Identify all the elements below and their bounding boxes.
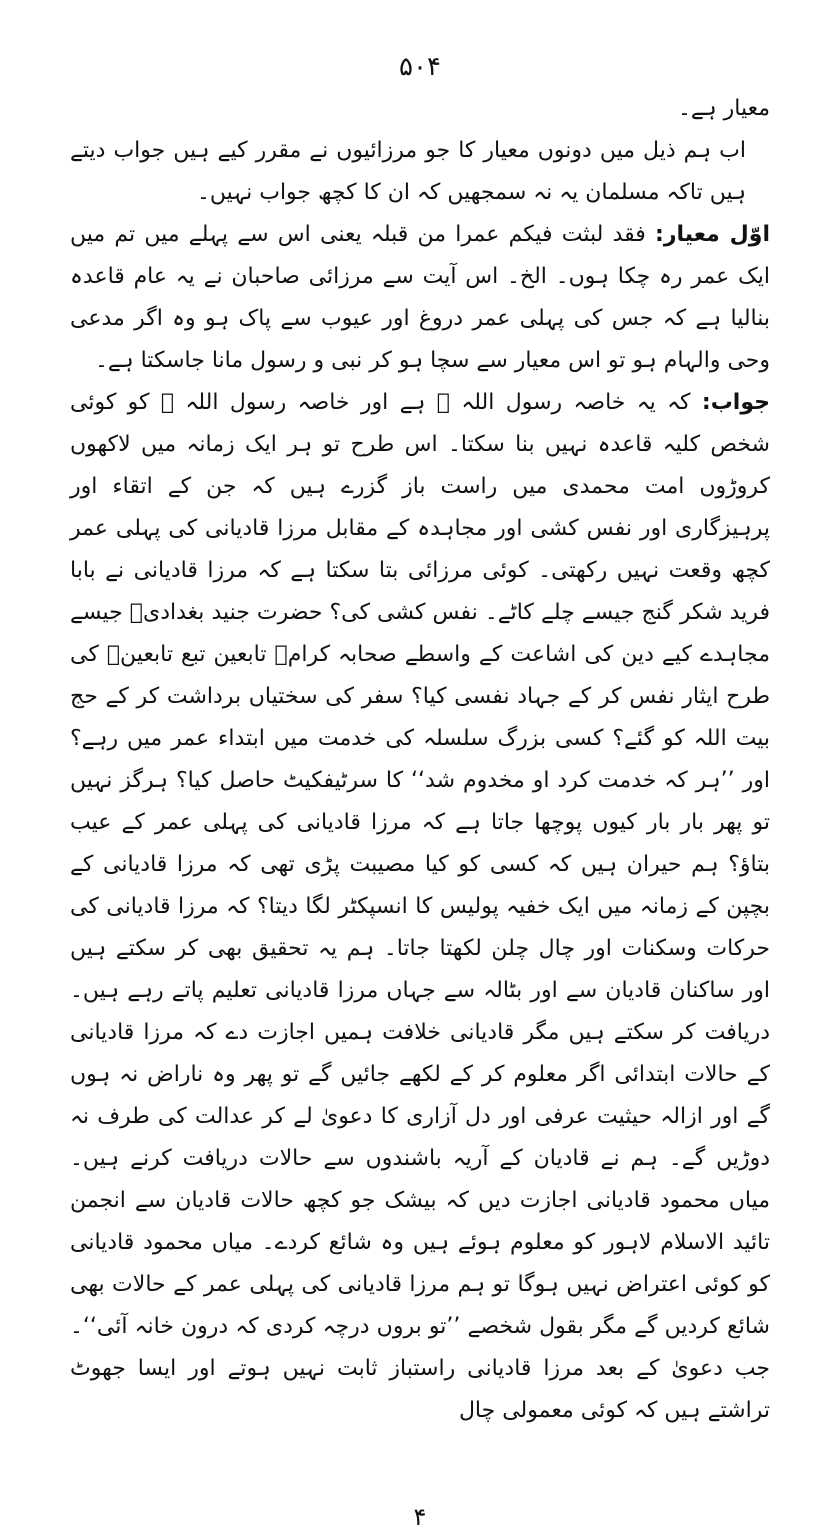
- paragraph: [70, 88, 770, 130]
- paragraph-text: کہ یہ خاصہ رسول اللہ ﷺ ہے اور خاصہ رسول اللہ ﷺ کو کوئی شخص کلیہ قاعدہ نہیں بنا سکتا۔ اس طرح تو ہر ایک زمانہ میں لاکھوں کروڑوں امت محمدی میں راست باز گزرے ہیں کہ جن کے اتقاء اور پرہیزگاری اور نفس کشی اور مجاہدہ کے مقابل مرزا قادیانی کی پہلی عمر کچھ وقعت نہیں رکھتی۔ کوئی مرزائی بتا سکتا ہے کہ مرزا قادیانی نے بابا فرید شکر گنج جیسے چلے کاٹے۔ نفس کشی کی؟ حضرت جنید بغدادیؒ جیسے مجاہدے کیے دین کی اشاعت کے واسطے صحابہ کرامؓ تابعین تبع تابعینؒ کی طرح ایثار نفس کر کے جہاد نفسی کیا؟ سفر کی سختیاں برداشت کر کے حج بیت اللہ کو گئے؟ کسی بزرگ سلسلہ کی خدمت میں ابتداء عمر میں رہے؟ اور ’’ہر کہ خدمت کرد او مخدوم شد‘‘ کا سرٹیفکیٹ حاصل کیا؟ ہرگز نہیں تو پھر بار بار کیوں پوچھا جاتا ہے کہ مرزا قادیانی کی پہلی عمر کے عیب بتاؤ؟ ہم حیران ہیں کہ کسی کو کیا مصیبت پڑی تھی کہ مرزا قادیانی کے بچپن کے زمانہ میں ایک خفیہ پولیس کا انسپکٹر لگا دیتا؟ کہ مرزا قادیانی کی حرکات وسکنات اور چال چلن لکھتا جاتا۔ ہم یہ تحقیق بھی کر سکتے ہیں اور ساکنان قادیان سے اور بٹالہ سے جہاں مرزا قادیانی تعلیم پاتے رہے ہیں۔ دریافت کر سکتے ہیں مگر قادیانی خلافت ہمیں اجازت دے کہ مرزا قادیانی کے حالات ابتدائی اگر معلوم کر کے لکھے جائیں گے تو پھر وہ ناراض نہ ہوں گے اور ازالہ حیثیت عرفی اور دل آزاری کا دعویٰ لے کر عدالت کی طرف نہ دوڑیں گے۔ ہم نے قادیان کے آریہ باشندوں سے حالات دریافت کرنے ہیں۔ میاں محمود قادیانی اجازت دیں کہ بیشک جو کچھ حالات قادیان سے انجمن تائید الاسلام لاہور کو معلوم ہوئے ہیں وہ شائع کردے۔ میاں محمود قادیانی کو کوئی اعتراض نہیں ہوگا تو ہم مرزا قادیانی کی پہلی عمر کے حالات بھی شائع کردیں گے مگر بقول شخصے ’’تو بروں درچہ کردی کہ درون خانہ آئی‘‘۔ جب دعویٰ کے بعد مرزا قادیانی راستباز ثابت نہیں ہوتے اور ایسا جھوٹ تراشتے ہیں کہ کوئی معمولی چال: [70, 390, 771, 1423]
- paragraph-text: معیار ہے۔: [677, 96, 770, 121]
- paragraph: [70, 130, 770, 214]
- paragraph: [70, 214, 770, 382]
- page-number: ۵۰۴: [399, 52, 441, 82]
- footer-mark: ۴: [413, 1503, 427, 1531]
- paragraph-label: اوّل معیار:: [655, 222, 770, 247]
- paragraph-text: فقد لبثت فیکم عمرا من قبلہ یعنی اس سے پہلے میں تم میں ایک عمر رہ چکا ہوں۔ الخ۔ اس آیت سے مرزائی صاحبان نے یہ عام قاعدہ بنالیا ہے کہ جس کی پہلی عمر دروغ اور عیوب سے پاک ہو وہ اگر مدعی وحی والہام ہو تو اس معیار سے سچا ہو کر نبی و رسول مانا جاسکتا ہے۔: [70, 222, 770, 373]
- paragraph: [70, 382, 770, 1432]
- body-text: [70, 88, 770, 1432]
- paragraph-text: اب ہم ذیل میں دونوں معیار کا جو مرزائیوں نے مقرر کیے ہیں جواب دیتے ہیں تاکہ مسلمان یہ نہ سمجھیں کہ ان کا کچھ جواب نہیں۔: [70, 138, 746, 205]
- paragraph-label: جواب:: [701, 390, 771, 415]
